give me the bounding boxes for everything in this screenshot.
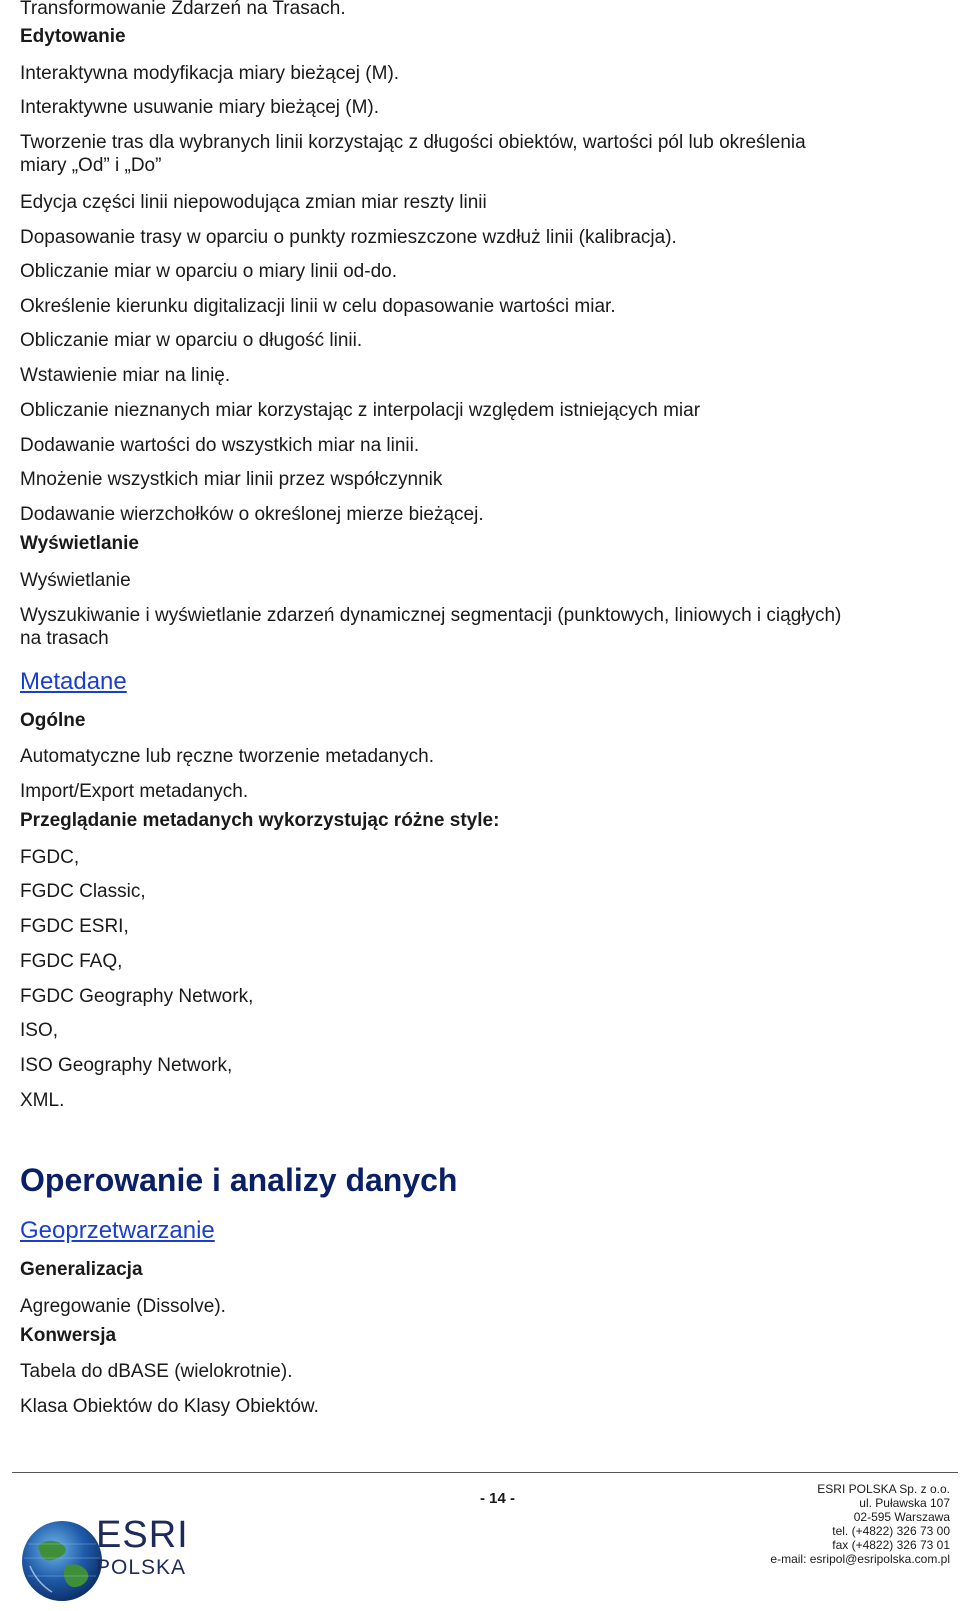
text-line: Edycja części linii niepowodująca zmian miar reszty linii bbox=[20, 192, 487, 213]
text-line: Tworzenie tras dla wybranych linii korzystając z długości obiektów, wartości pól lub określenia bbox=[20, 132, 806, 153]
footer-divider bbox=[12, 1472, 958, 1473]
link-heading-geoprzetwarzanie[interactable]: Geoprzetwarzanie bbox=[20, 1217, 215, 1244]
list-item: FGDC FAQ, bbox=[20, 951, 123, 972]
chapter-title: Operowanie i analizy danych bbox=[20, 1162, 458, 1198]
list-item: FGDC ESRI, bbox=[20, 916, 129, 937]
section-heading-konwersja: Konwersja bbox=[20, 1325, 117, 1346]
footer-company: ESRI POLSKA Sp. z o.o. bbox=[817, 1482, 950, 1496]
section-heading-generalizacja: Generalizacja bbox=[20, 1259, 143, 1280]
section-heading-wyswietlanie: Wyświetlanie bbox=[20, 533, 139, 554]
logo-subtext: POLSKA bbox=[96, 1556, 187, 1579]
text-line: na trasach bbox=[20, 628, 109, 649]
footer-street: ul. Puławska 107 bbox=[859, 1496, 950, 1510]
text-line: Dodawanie wartości do wszystkich miar na linii. bbox=[20, 435, 420, 456]
text-line: Klasa Obiektów do Klasy Obiektów. bbox=[20, 1396, 319, 1417]
text-line: Import/Export metadanych. bbox=[20, 781, 249, 802]
text-line: Transformowanie Zdarzeń na Trasach. bbox=[20, 0, 346, 19]
list-item: FGDC Geography Network, bbox=[20, 986, 254, 1007]
section-heading-edytowanie: Edytowanie bbox=[20, 26, 126, 47]
footer-city: 02-595 Warszawa bbox=[853, 1510, 950, 1524]
section-heading-ogolne: Ogólne bbox=[20, 710, 86, 731]
text-line: Wstawienie miar na linię. bbox=[20, 365, 231, 386]
text-line: Dopasowanie trasy w oparciu o punkty rozmieszczone wzdłuż linii (kalibracja). bbox=[20, 227, 677, 248]
list-item: FGDC Classic, bbox=[20, 881, 146, 902]
footer-tel: tel. (+4822) 326 73 00 bbox=[832, 1524, 950, 1538]
text-line: Obliczanie miar w oparciu o długość linii. bbox=[20, 330, 363, 351]
footer-email[interactable]: e-mail: esripol@esripolska.com.pl bbox=[770, 1552, 950, 1566]
text-line: Mnożenie wszystkich miar linii przez współczynnik bbox=[20, 469, 443, 490]
link-heading-metadane[interactable]: Metadane bbox=[20, 668, 127, 695]
text-line: Tabela do dBASE (wielokrotnie). bbox=[20, 1361, 293, 1382]
section-heading-przegladanie: Przeglądanie metadanych wykorzystując różne style: bbox=[20, 810, 500, 831]
text-line: miary „Od” i „Do” bbox=[20, 155, 162, 176]
text-line: Automatyczne lub ręczne tworzenie metadanych. bbox=[20, 746, 434, 767]
text-line: Obliczanie miar w oparciu o miary linii od-do. bbox=[20, 261, 397, 282]
text-line: Interaktywne usuwanie miary bieżącej (M). bbox=[20, 97, 380, 118]
text-line: Agregowanie (Dissolve). bbox=[20, 1296, 226, 1317]
text-line: Dodawanie wierzchołków o określonej mierze bieżącej. bbox=[20, 504, 484, 525]
text-line: Określenie kierunku digitalizacji linii w celu dopasowanie wartości miar. bbox=[20, 296, 616, 317]
text-line: Obliczanie nieznanych miar korzystając z interpolacji względem istniejących miar bbox=[20, 400, 701, 421]
list-item: XML. bbox=[20, 1090, 65, 1111]
list-item: FGDC, bbox=[20, 847, 80, 868]
page-number: - 14 - bbox=[480, 1490, 516, 1507]
list-item: ISO Geography Network, bbox=[20, 1055, 233, 1076]
text-line: Interaktywna modyfikacja miary bieżącej (M). bbox=[20, 63, 400, 84]
logo-text: ESRI bbox=[96, 1514, 189, 1556]
text-line: Wyszukiwanie i wyświetlanie zdarzeń dynamicznej segmentacji (punktowych, liniowych i ciągłych) bbox=[20, 605, 842, 626]
list-item: ISO, bbox=[20, 1020, 59, 1041]
text-line: Wyświetlanie bbox=[20, 570, 131, 591]
footer-fax: fax (+4822) 326 73 01 bbox=[832, 1538, 950, 1552]
